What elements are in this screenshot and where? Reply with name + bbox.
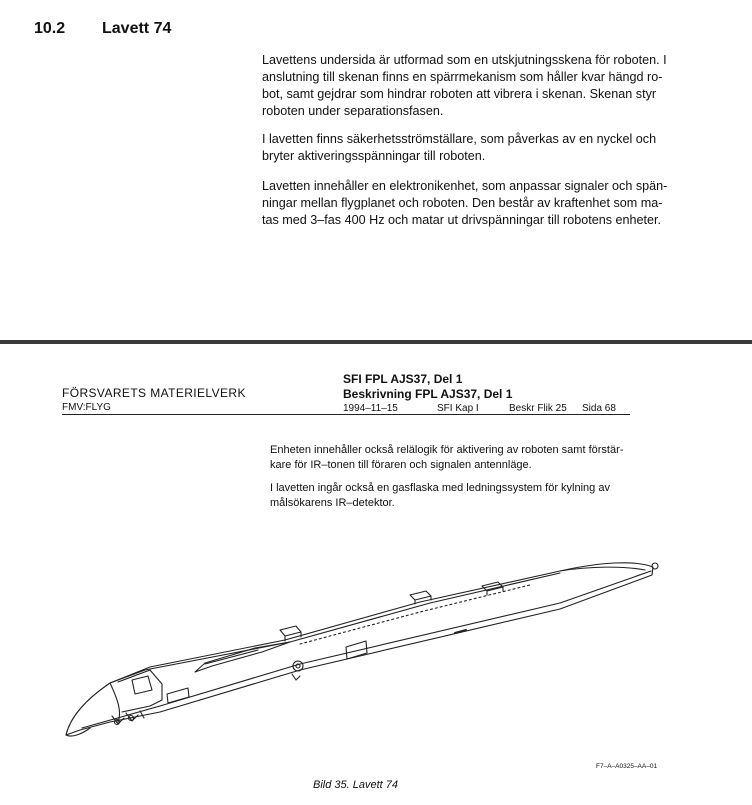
figure-caption: Bild 35. Lavett 74 [313,779,399,791]
text-line: Lavettens undersida är utformad som en utskjutningsskena för roboten. I [262,53,667,67]
doc-tab: Beskr Flik 25 [509,403,567,414]
header-rule [62,414,630,415]
department-name: FMV:FLYG [62,402,111,413]
doc-title: SFI FPL AJS37, Del 1 [343,372,463,386]
paragraph-rail [262,52,702,120]
text-line: Lavetten innehåller en elektronikenhet, som anpassar signaler och spän- [262,179,668,193]
text-line: Enheten innehåller också relälogik för aktivering av roboten samt förstär- [270,444,624,456]
paragraph-relay-logic [270,443,670,473]
doc-subtitle: Beskrivning FPL AJS37, Del 1 [343,387,513,401]
text-line: I lavetten ingår också en gasflaska med ledningssystem för kylning av [270,482,610,494]
text-line: roboten under separationsfasen. [262,104,444,118]
text-line: tas med 3–fas 400 Hz och matar ut drivspänningar till robotens enheter. [262,213,662,227]
page-separator [0,340,752,344]
text-line: målsökarens IR–detektor. [270,497,395,509]
organization-name: FÖRSVARETS MATERIELVERK [62,386,246,400]
section-number: 10.2 [34,20,66,37]
text-line: kare för IR–tonen till föraren och signalen antennläge. [270,459,532,471]
page-number: Sida 68 [582,403,616,414]
section-title: Lavett 74 [102,20,172,37]
text-line: bryter aktiveringsspänningar till roboten. [262,149,486,163]
doc-chapter: SFI Kap I [437,403,479,414]
paragraph-electronics [262,178,702,229]
paragraph-gas-bottle [270,481,670,511]
text-line: anslutning till skenan finns en spärrmekanism som håller kvar hängd ro- [262,70,663,84]
text-line: bot, samt gejdrar som hindrar roboten att vibrera i skenan. Skenan styr [262,87,657,101]
figure-code: F7–A–A0325–AA–01 [596,763,658,770]
doc-date: 1994–11–15 [343,403,398,414]
text-line: I lavetten finns säkerhetsströmställare, som påverkas av en nyckel och [262,132,657,146]
paragraph-safety-switch [262,131,702,165]
launcher-drawing [0,540,752,765]
text-line: ningar mellan flygplanet och roboten. Den består av kraftenhet som ma- [262,196,663,210]
